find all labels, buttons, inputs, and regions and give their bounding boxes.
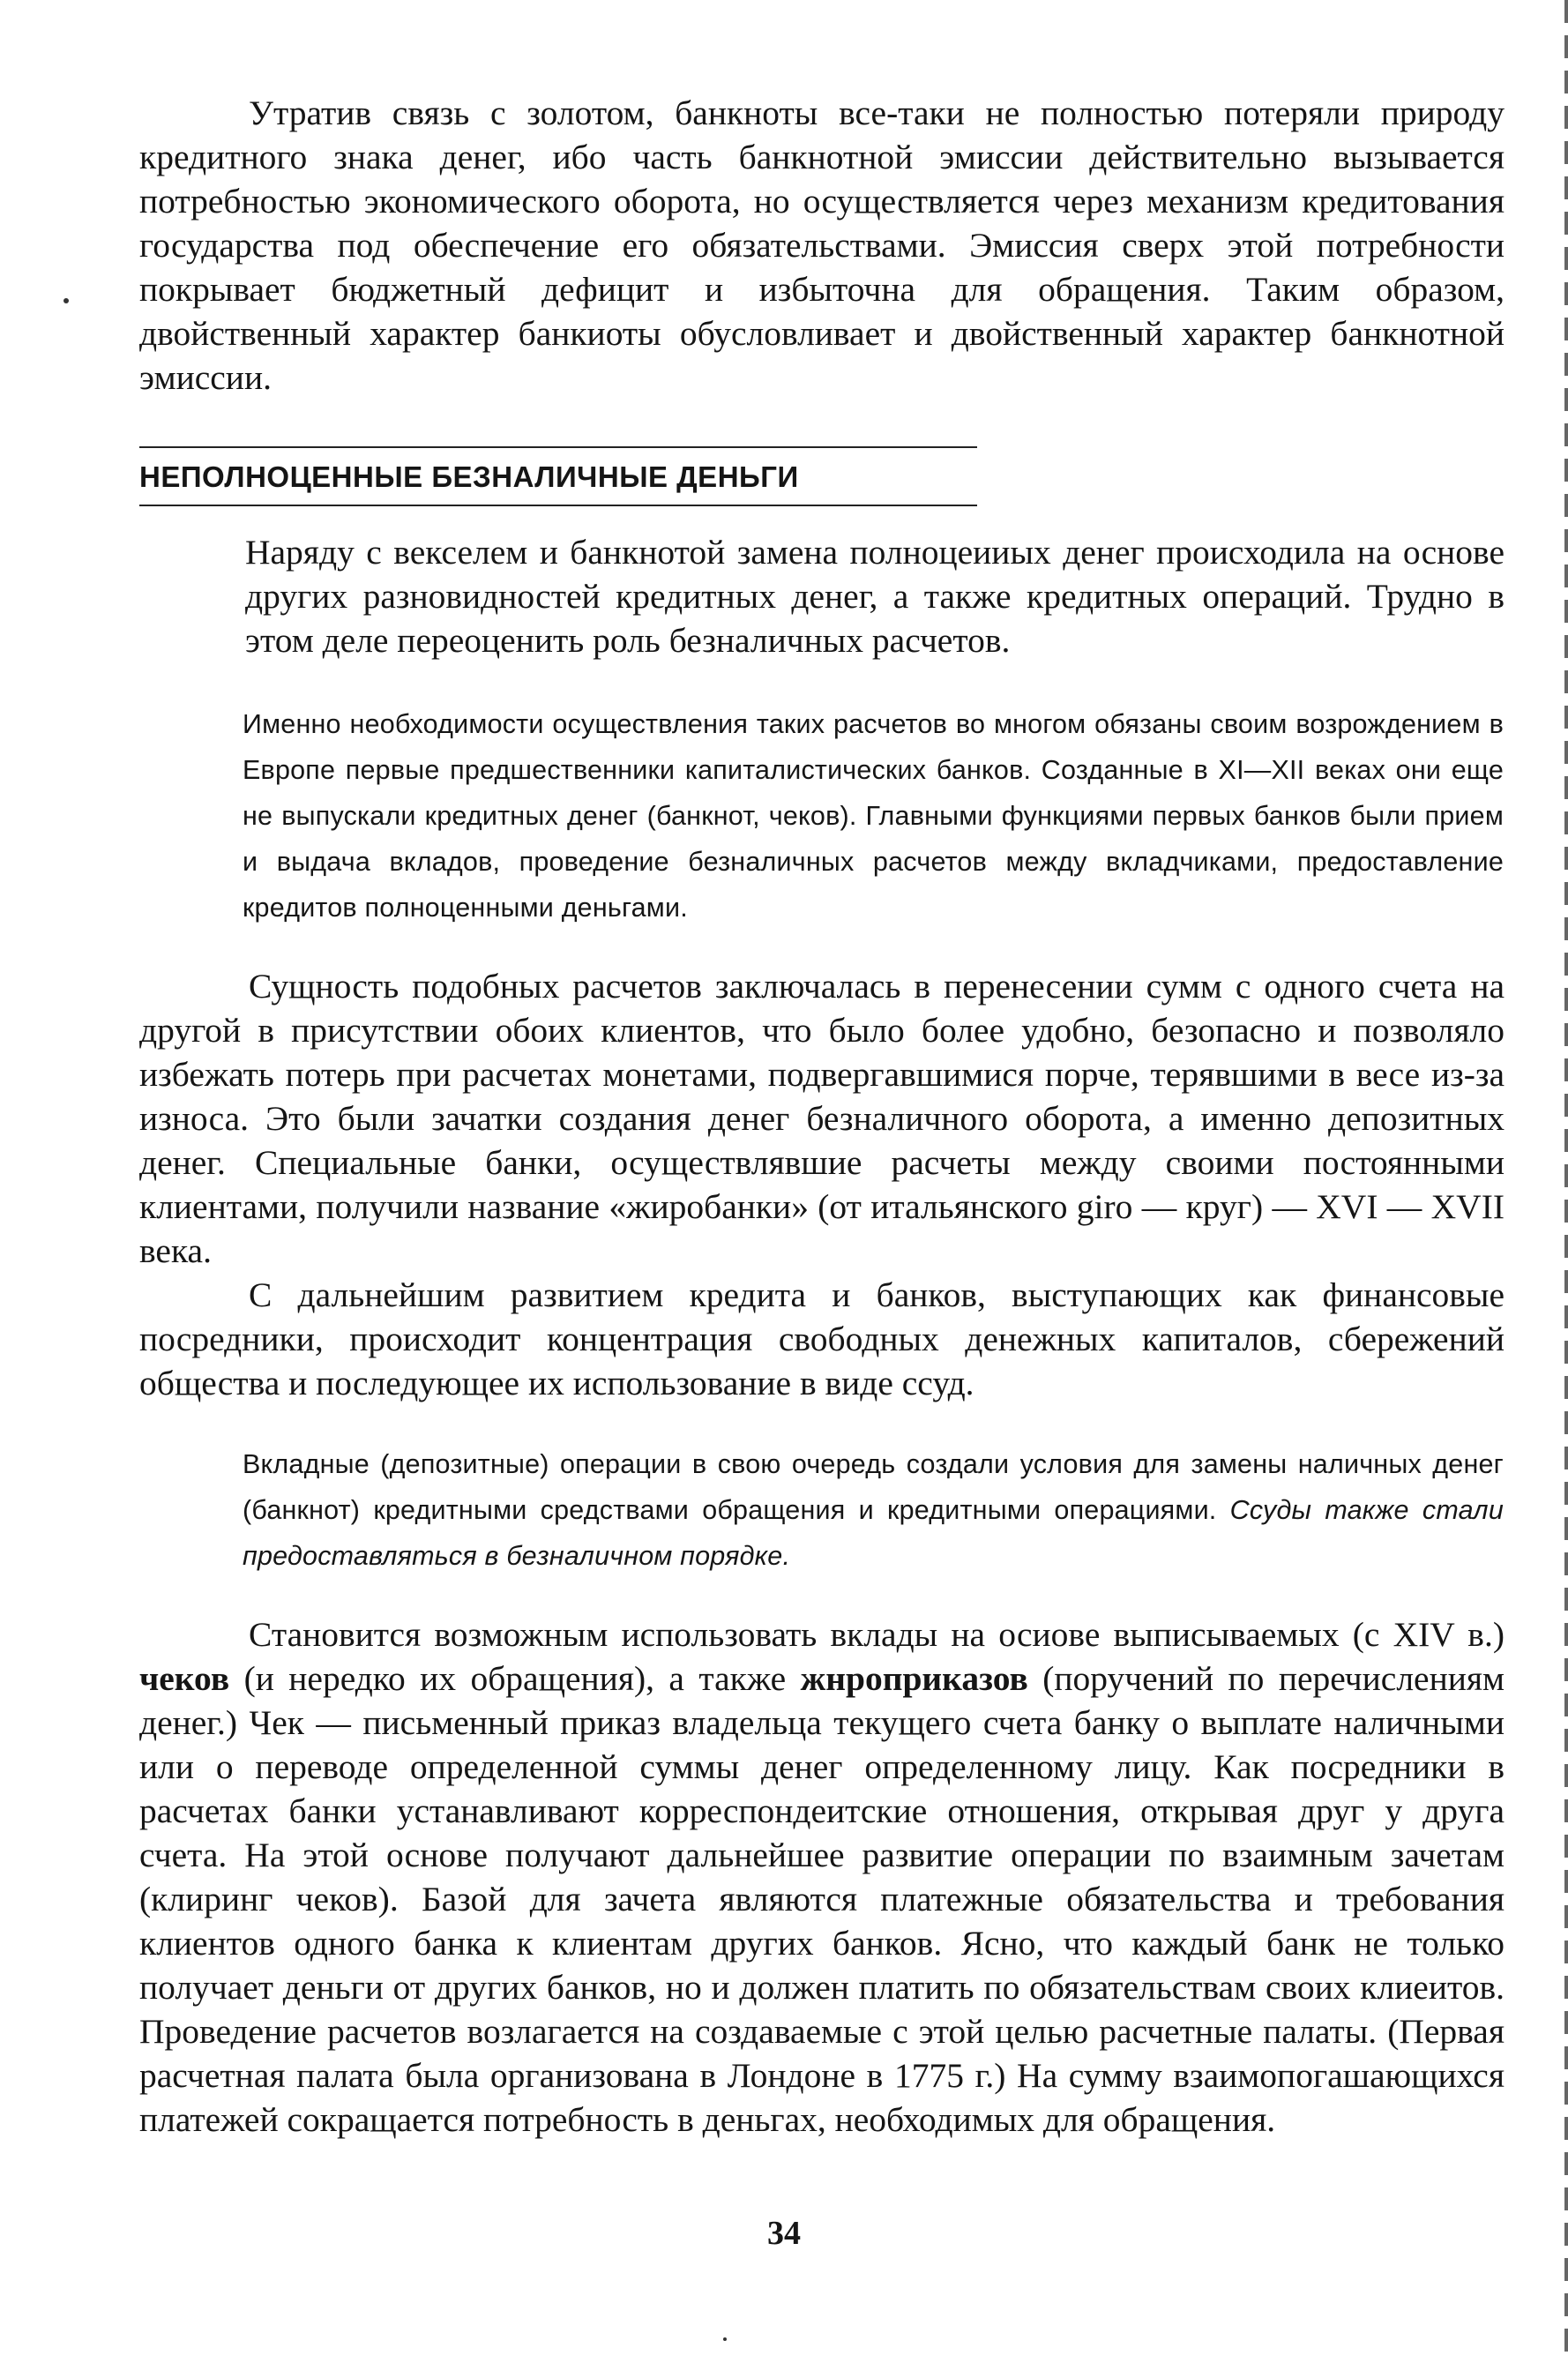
note-deposit-operations	[243, 1441, 1504, 1579]
section-heading	[139, 446, 977, 506]
cheques-text-2: (и нередко их обращения), а также	[229, 1659, 801, 1698]
lead-paragraph: Наряду с векселем и банкнотой замена полноцеииых денег происходила на основе других разновидностей кредитных денег, а также кредитных операций. Трудно в этом деле переоценить роль безналичных расчетов.	[245, 533, 1505, 660]
term-cheques: чеков	[139, 1659, 230, 1698]
term-giro-orders: жнроприказов	[800, 1659, 1028, 1698]
note-deposit-text: Вкладные (депозитные) операции в свою очередь создали условия для замены наличных денег (банкнот) кредитными средствами обращения и кредитными операциями.	[243, 1449, 1504, 1525]
section-title: НЕПОЛНОЦЕННЫЕ БЕЗНАЛИЧНЫЕ ДЕНЬГИ	[139, 460, 799, 493]
note-loans-italic: Ссуды также стали предоставляться в безналичном порядке.	[243, 1495, 1504, 1571]
cheques-text-3: (поручений по перечислениям денег.) Чек — письменный приказ владельца текущего счета банку о выплате наличными или о переводе определенной суммы денег определенному лицу. Как посредники в расчетах банки устанавливают корреспондеитские отношения, открывая друг у друга счета. На этой основе получают дальнейшее развитие операции по взаимным зачетам (клиринг чеков). Базой для зачета являются платежные обязательства и требования клиентов одного банка к клиентам других банков. Ясно, что каждый банк не только получает деньги от других банков, но и должен платить по обязательствам своих клиеитов. Проведение расчетов возлагается на создаваемые с этой целью расчетные палаты. (Первая расчетная палата была организована в Лондоне в 1775 г.) На сумму взаимопогашающихся платежей сокращается потребность в деньгах, необходимых для обращения.	[139, 1659, 1505, 2139]
paragraph-cheques-clearing	[139, 1612, 1505, 2142]
cheques-text-1: Становится возможным использовать вклады на осиове выписываемых (с XIV в.)	[249, 1615, 1505, 1654]
paragraph-giro-banks: Сущность подобных расчетов заключалась в перенесении сумм с одного счета на другой в присутствии обоих клиентов, что было более удобно, безопасно и позволяло избежать потерь при расчетах монетами, подвергавшимися порче, терявшими в весе из-за износа. Это были зачатки создания денег безналичного оборота, а именно депозитных денег. Специальные банки, осуществлявшие расчеты между своими постоянными клиентами, получили название «жиробанки» (от итальянского giro — круг) — XVI — XVII века.	[139, 967, 1505, 1270]
page-edge-shadow	[1564, 0, 1568, 2363]
note-first-banks: Именно необходимости осуществления таких расчетов во многом обязаны своим возрождением в Европе первые предшественники капиталистических банков. Созданные в XI—XII веках они еще не выпускали кредитных денег (банкнот, чеков). Главными функциями первых банков были прием и выдача вкладов, проведение безналичных расчетов между вкладчиками, предоставление кредитов полноценными деньгами.	[243, 709, 1504, 923]
paragraph-banknote-emission: Утратив связь с золотом, банкноты все-таки не полностью потеряли природу кредитного знака денег, ибо часть банкнотной эмиссии действительно вызывается потребностью экономического оборота, но осуществляется через механизм кредитования государства под обеспечение его обязательствами. Эмиссия сверх этой потребности покрывает бюджетный дефицит и избыточна для обращения. Таким образом, двойственный характер банкиоты обусловливает и двойственный характер банкнотной эмиссии.	[139, 93, 1505, 397]
scan-speck	[63, 298, 69, 303]
scan-speck	[723, 2337, 727, 2341]
paragraph-financial-intermediaries: С дальнейшим развитием кредита и банков, выступающих как финансовые посредники, происходит концентрация свободных денежных капиталов, сбережений общества и последующее их использование в виде ссуд.	[139, 1275, 1505, 1402]
page-number: 34	[767, 2215, 801, 2252]
